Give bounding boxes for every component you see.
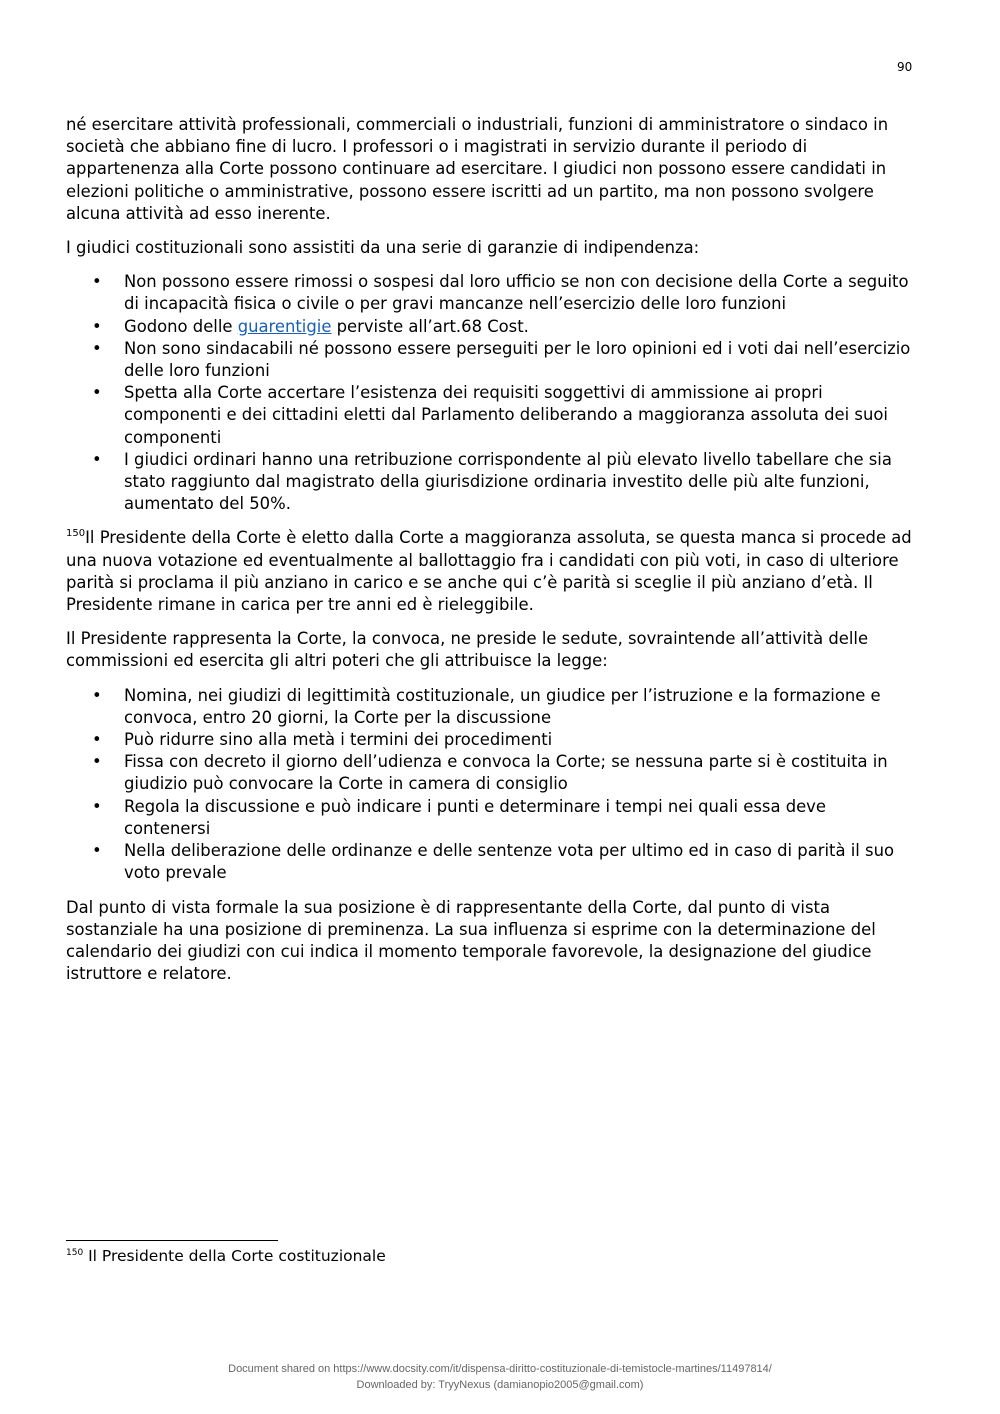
footer-downloaded-line: Downloaded by: TryyNexus (damianopio2005@gmail.com) <box>356 1379 644 1391</box>
footer-shared-line: Document shared on https://www.docsity.com/it/dispensa-diritto-costituzionale-di-temistocle-martines/11497814/ <box>228 1363 772 1375</box>
list-item: • Non possono essere rimossi o sospesi dal loro ufficio se non con decisione della Corte a seguito di incapacità fisica o civile o per gravi mancanze nell’esercizio delle loro funzioni <box>124 271 916 315</box>
paragraph: I giudici costituzionali sono assistiti da una serie di garanzie di indipendenza: <box>66 238 700 258</box>
list-item-text: perviste all’art.68 Cost. <box>331 316 529 336</box>
footnote-divider <box>66 1240 278 1241</box>
list-item: • Regola la discussione e può indicare i punti e determinare i tempi nei quali essa deve contenersi <box>124 796 916 840</box>
paragraph: Il Presidente rappresenta la Corte, la convoca, ne preside le sedute, sovraintende all’attività delle commissioni ed esercita gli altri poteri che gli attribuisce la legge: <box>66 629 869 671</box>
paragraph: Dal punto di vista formale la sua posizione è di rappresentante della Corte, dal punto di vista sostanziale ha una posizione di preminenza. La sua influenza si esprime con la determinazione del calendario dei giudizi con cui indica il momento temporale favorevole, la designazione del giudice istruttore e relatore. <box>66 897 876 984</box>
list-item-text: Godono delle <box>124 316 238 336</box>
list-item: • Nomina, nei giudizi di legittimità costituzionale, un giudice per l’istruzione e la formazione e convoca, entro 20 giorni, la Corte per la discussione <box>124 685 916 729</box>
list-item: • I giudici ordinari hanno una retribuzione corrispondente al più elevato livello tabellare che sia stato raggiunto dal magistrato della giurisdizione ordinaria investito delle più alte funzioni, aumentato del 50%. <box>124 449 916 516</box>
page-number: 90 <box>897 60 913 74</box>
list-item: • Fissa con decreto il giorno dell’udienza e convoca la Corte; se nessuna parte si è costituita in giudizio può convocare la Corte in camera di consiglio <box>124 751 916 795</box>
list-item: • Nella deliberazione delle ordinanze e delle sentenze vota per ultimo ed in caso di parità il suo voto prevale <box>124 840 916 884</box>
president-powers-list <box>66 685 916 885</box>
paragraph: né esercitare attività professionali, commerciali o industriali, funzioni di amministratore o sindaco in società che abbiano fine di lucro. I professori o i magistrati in servizio durante il periodo di appartenenza alla Corte possono continuare ad esercitare. I giudici non possono essere candidati in elezioni politiche o amministrative, possono essere iscritti ad un partito, ma non possono svolgere alcuna attività ad esso inerente. <box>66 115 889 223</box>
list-item: • Non sono sindacabili né possono essere perseguiti per le loro opinioni ed i voti dai nell’esercizio delle loro funzioni <box>124 338 916 382</box>
paragraph-text: Il Presidente della Corte è eletto dalla Corte a maggioranza assoluta, se questa manca si procede ad una nuova votazione ed eventualmente al ballottaggio fra i candidati con più voti, in caso di ulteriore parità si proclama il più anziano in carico e se anche qui c’è parità si sceglie il più anziano d’età. Il Presidente rimane in carica per tre anni ed è rieleggibile. <box>66 528 912 615</box>
list-item: • Può ridurre sino alla metà i termini dei procedimenti <box>124 729 916 751</box>
footnote-number: 150 <box>66 1248 84 1258</box>
document-body <box>66 114 916 997</box>
page-footer <box>0 1361 1000 1393</box>
list-item <box>124 316 916 338</box>
footnote <box>66 1247 386 1265</box>
paragraph <box>66 527 916 616</box>
footnote-text: Il Presidente della Corte costituzionale <box>83 1247 386 1265</box>
footnote-reference[interactable]: 150 <box>66 528 86 540</box>
guarantees-list <box>66 271 916 515</box>
list-item: • Spetta alla Corte accertare l’esistenza dei requisiti soggettivi di ammissione ai propri componenti e dei cittadini eletti dal Parlamento deliberando a maggioranza assoluta dei suoi componenti <box>124 382 916 449</box>
guarentigie-link[interactable]: guarentigie <box>237 316 332 336</box>
